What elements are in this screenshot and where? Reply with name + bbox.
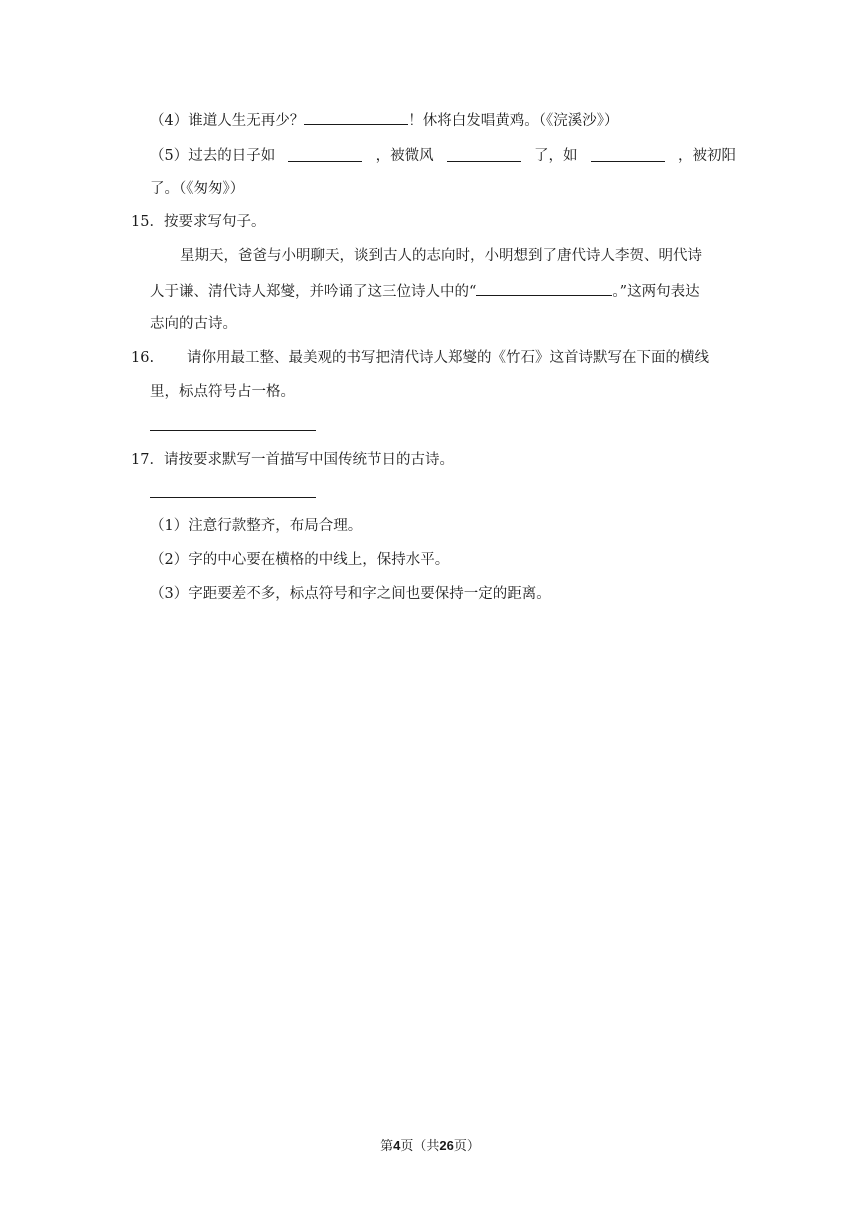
footer-total-pages: 26: [439, 1138, 454, 1153]
q14-item5-seg3: 了，如: [534, 148, 578, 164]
q16-line2: 里，标点符号占一格。: [150, 384, 295, 400]
q17-req2: （2）字的中心要在横格的中线上，保持水平。: [150, 552, 450, 568]
footer-middle: 页（共: [400, 1139, 440, 1154]
q15-line2-after: 。”这两句表达: [612, 284, 700, 300]
page-footer: [0, 1137, 860, 1156]
footer-prefix: 第: [380, 1139, 394, 1154]
q14-item4: [150, 109, 618, 131]
q16-answer-line[interactable]: [150, 430, 316, 431]
q14-item5-line1: [150, 146, 736, 166]
q15-title: 15．按要求写句子。: [131, 214, 266, 230]
q15-line1: 星期天，爸爸与小明聊天，谈到古人的志向时，小明想到了唐代诗人李贺、明代诗: [180, 248, 702, 264]
q14-item5-seg2: ，被微风: [375, 148, 434, 164]
answer-blank[interactable]: [476, 280, 612, 296]
answer-blank[interactable]: [447, 146, 521, 162]
answer-blank[interactable]: [591, 146, 665, 162]
q14-item4-after: ！休将白发唱黄鸡。（《浣溪沙》）: [408, 113, 619, 129]
q15-line3: 志向的古诗。: [150, 316, 237, 332]
q17-title: 17．请按要求默写一首描写中国传统节日的古诗。: [131, 452, 454, 468]
q14-item5-line2: 了。（《匆匆》）: [150, 181, 245, 197]
q15-line2: [150, 280, 700, 302]
q17-answer-line[interactable]: [150, 497, 316, 498]
q16-number: 16.: [131, 350, 155, 366]
answer-blank[interactable]: [288, 146, 362, 162]
q17-req1: （1）注意行款整齐，布局合理。: [150, 518, 363, 534]
q14-item5-seg4: ，被初阳: [677, 148, 736, 164]
footer-page-number: 4: [393, 1138, 401, 1153]
q14-item4-before: （4）谁道人生无再少？: [150, 113, 305, 129]
q17-req3: （3）字距要差不多，标点符号和字之间也要保持一定的距离。: [150, 586, 551, 602]
footer-suffix: 页）: [453, 1139, 480, 1154]
q16-line1: 请你用最工整、最美观的书写把清代诗人郑燮的《竹石》这首诗默写在下面的横线: [187, 350, 709, 366]
q15-line2-before: 人于谦、清代诗人郑燮，并吟诵了这三位诗人中的“: [150, 284, 477, 300]
answer-blank[interactable]: [304, 109, 408, 125]
q14-item5-seg1: （5）过去的日子如: [150, 148, 276, 164]
